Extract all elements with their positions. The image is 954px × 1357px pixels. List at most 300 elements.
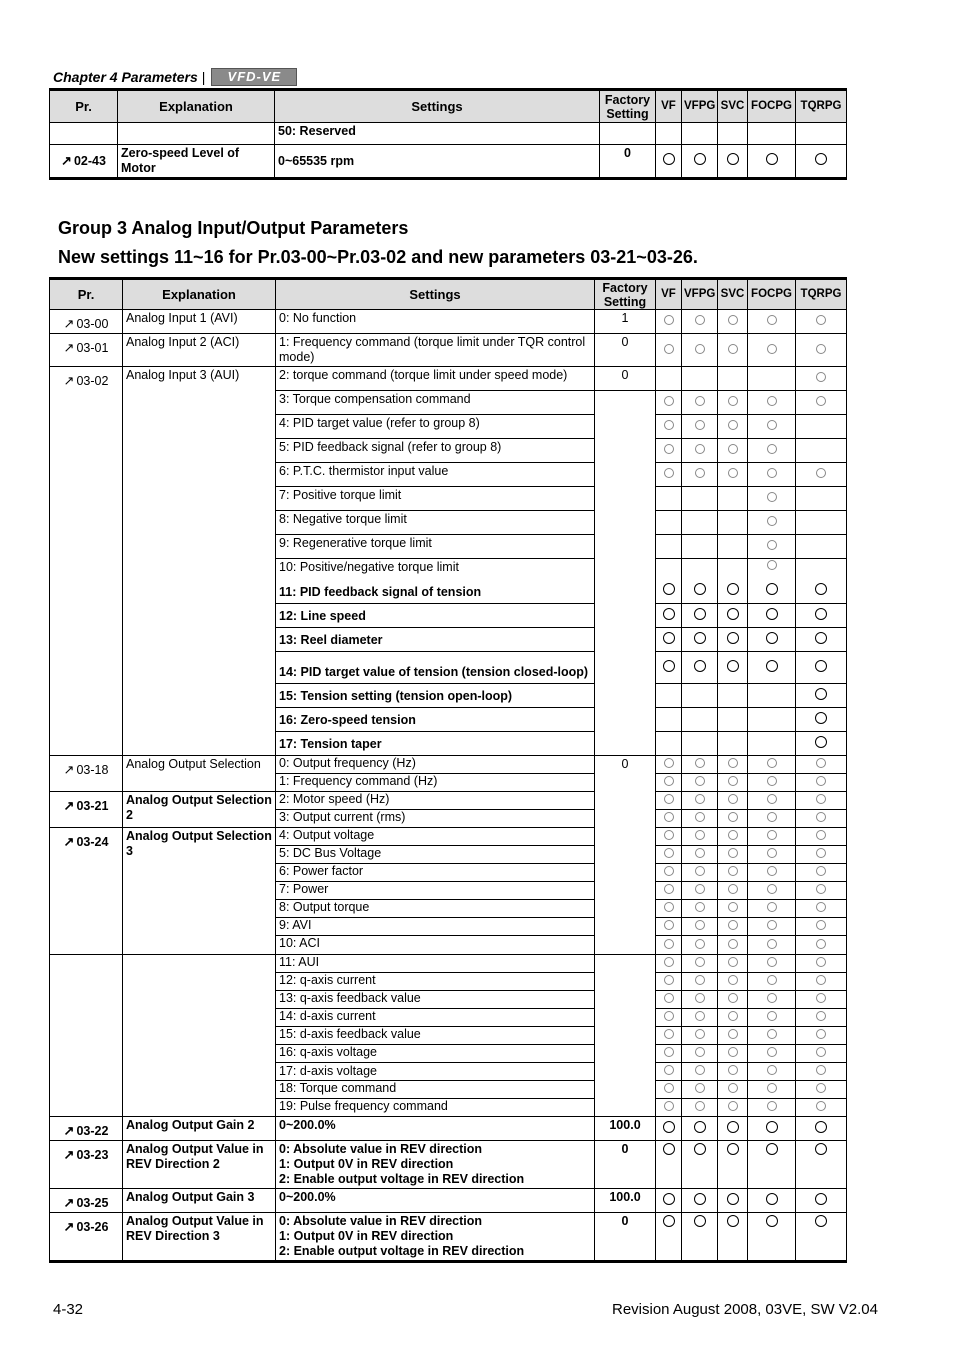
circle-icon — [766, 632, 778, 644]
write-icon: ↗ — [63, 1147, 75, 1162]
mode-cell — [748, 391, 796, 415]
circle-icon — [664, 993, 674, 1003]
table-row — [50, 367, 847, 391]
circle-icon — [816, 957, 826, 967]
setting-cell: 6: P.T.C. thermistor input value — [276, 463, 595, 487]
circle-icon — [766, 1143, 778, 1155]
mode-cell — [656, 918, 682, 936]
circle-icon — [767, 396, 777, 406]
mode-cell — [656, 391, 682, 415]
mode-cell — [748, 1189, 796, 1213]
setting-cell: 4: PID target value (refer to group 8) — [276, 415, 595, 439]
mode-cell — [748, 774, 796, 792]
factory-cell: 0 — [595, 756, 656, 955]
setting-cell: 11: AUI — [276, 955, 595, 973]
circle-icon — [815, 608, 827, 620]
circle-icon — [695, 344, 705, 354]
write-icon: ↗ — [63, 340, 75, 355]
circle-icon — [766, 1193, 778, 1205]
col-factory-setting: Factory Setting — [600, 90, 656, 123]
mode-cell — [748, 708, 796, 732]
mode-cell — [796, 1099, 847, 1117]
circle-icon — [728, 939, 738, 949]
circle-icon — [767, 1065, 777, 1075]
mode-cell — [656, 828, 682, 846]
setting-cell: 9: Regenerative torque limit — [276, 535, 595, 559]
mode-cell — [748, 900, 796, 918]
write-icon: ↗ — [63, 834, 75, 849]
mode-cell — [718, 334, 748, 367]
circle-icon — [727, 660, 739, 672]
mode-cell — [796, 604, 847, 628]
mode-cell — [718, 774, 748, 792]
factory-cell: 100.0 — [595, 1117, 656, 1141]
mode-cell — [748, 463, 796, 487]
mode-cell — [656, 463, 682, 487]
setting-cell: 14: d-axis current — [276, 1009, 595, 1027]
circle-icon — [728, 920, 738, 930]
circle-icon — [695, 396, 705, 406]
circle-icon — [664, 975, 674, 985]
circle-icon — [766, 153, 778, 165]
mode-cell — [656, 415, 682, 439]
circle-icon — [767, 848, 777, 858]
circle-icon — [664, 866, 674, 876]
mode-cell — [682, 1117, 718, 1141]
mode-cell — [796, 955, 847, 973]
setting-cell: 18: Torque command — [276, 1081, 595, 1099]
param-number-cell — [50, 1189, 123, 1213]
mode-cell — [682, 463, 718, 487]
mode-cell — [796, 463, 847, 487]
circle-icon — [767, 492, 777, 502]
circle-icon — [664, 1083, 674, 1093]
circle-icon — [727, 153, 739, 165]
param-number: 03-25 — [76, 1196, 109, 1210]
mode-cell — [682, 1081, 718, 1099]
setting-line: 1: Output 0V in REV direction — [279, 1229, 454, 1243]
empty-cell — [123, 955, 276, 1117]
mode-cell — [718, 756, 748, 774]
mode-cell — [718, 1027, 748, 1045]
circle-icon — [664, 1101, 674, 1111]
setting-cell: 0~200.0% — [276, 1189, 595, 1213]
circle-icon — [664, 957, 674, 967]
mode-cell — [656, 955, 682, 973]
circle-icon — [815, 1121, 827, 1133]
param-number: 03-26 — [76, 1220, 109, 1234]
mode-cell — [718, 810, 748, 828]
circle-icon — [816, 396, 826, 406]
circle-icon — [767, 516, 777, 526]
circle-icon — [767, 315, 777, 325]
circle-icon — [816, 1083, 826, 1093]
circle-icon — [815, 1143, 827, 1155]
mode-cell — [682, 367, 718, 391]
circle-icon — [694, 1143, 706, 1155]
circle-icon — [767, 444, 777, 454]
circle-icon — [728, 468, 738, 478]
setting-cell: 5: PID feedback signal (refer to group 8) — [276, 439, 595, 463]
mode-cell — [796, 1027, 847, 1045]
circle-icon — [694, 1215, 706, 1227]
circle-icon — [728, 866, 738, 876]
mode-cell — [656, 1045, 682, 1063]
explanation-cell: Analog Output Value in REV Direction 3 — [123, 1213, 276, 1262]
mode-cell — [656, 973, 682, 991]
circle-icon — [816, 1011, 826, 1021]
mode-cell — [682, 918, 718, 936]
setting-cell: 12: Line speed — [276, 604, 595, 628]
mode-cell — [656, 991, 682, 1009]
mode-cell — [718, 535, 748, 559]
circle-icon — [767, 866, 777, 876]
circle-icon — [695, 758, 705, 768]
col-svc: SVC — [718, 279, 748, 310]
col-vfpg: VFPG — [682, 279, 718, 310]
param-number: 02-43 — [73, 154, 106, 168]
mode-cell — [656, 652, 682, 684]
circle-icon — [695, 920, 705, 930]
setting-line: 2: Enable output voltage in REV direction — [279, 1244, 525, 1258]
mode-cell — [718, 628, 748, 652]
mode-cell — [682, 936, 718, 955]
write-icon: ↗ — [63, 1219, 75, 1234]
table-row — [50, 1213, 847, 1262]
circle-icon — [728, 776, 738, 786]
mode-cell — [748, 973, 796, 991]
mode-cell — [718, 936, 748, 955]
circle-icon — [767, 993, 777, 1003]
mode-cell — [796, 535, 847, 559]
setting-cell: 0~200.0% — [276, 1117, 595, 1141]
circle-icon — [815, 736, 827, 748]
mode-cell — [748, 955, 796, 973]
table-row — [50, 955, 847, 973]
mode-cell — [656, 792, 682, 810]
circle-icon — [727, 1215, 739, 1227]
setting-cell: 3: Output current (rms) — [276, 810, 595, 828]
circle-icon — [727, 1193, 739, 1205]
circle-icon — [695, 1065, 705, 1075]
param-number-cell — [50, 1141, 123, 1189]
empty-cell — [50, 955, 123, 1117]
col-tqrpg: TQRPG — [796, 279, 847, 310]
mode-cell — [718, 918, 748, 936]
circle-icon — [694, 608, 706, 620]
circle-icon — [728, 993, 738, 1003]
mode-cell — [718, 1009, 748, 1027]
circle-icon — [728, 812, 738, 822]
setting-cell: 0~65535 rpm — [275, 145, 600, 179]
setting-line: 1: Output 0V in REV direction — [279, 1157, 454, 1171]
mode-cell — [796, 1081, 847, 1099]
setting-cell: 15: Tension setting (tension open-loop) — [276, 684, 595, 708]
circle-icon — [694, 660, 706, 672]
circle-icon — [695, 1029, 705, 1039]
setting-cell: 8: Output torque — [276, 900, 595, 918]
param-number: 03-23 — [76, 1148, 109, 1162]
mode-cell — [748, 846, 796, 864]
setting-cell: 50: Reserved — [275, 123, 600, 145]
setting-cell: 0: Output frequency (Hz) — [276, 756, 595, 774]
mode-cell — [748, 810, 796, 828]
setting-cell: 14: PID target value of tension (tension closed-loop) — [276, 652, 595, 684]
circle-icon — [767, 560, 777, 570]
section-title: Group 3 Analog Input/Output Parameters — [58, 218, 409, 238]
mode-cell — [682, 991, 718, 1009]
circle-icon — [816, 1029, 826, 1039]
mode-cell — [656, 1189, 682, 1213]
mode-cell — [796, 1045, 847, 1063]
mode-cell — [718, 955, 748, 973]
mode-cell — [718, 708, 748, 732]
param-number-cell — [50, 334, 123, 367]
mode-cell — [796, 652, 847, 684]
mode-cell — [682, 1213, 718, 1262]
col-vf: VF — [656, 90, 682, 123]
circle-icon — [767, 1047, 777, 1057]
circle-icon — [728, 975, 738, 985]
mode-cell — [682, 559, 718, 604]
mode-cell — [748, 535, 796, 559]
circle-icon — [766, 583, 778, 595]
mode-cell — [682, 415, 718, 439]
col-vfpg: VFPG — [682, 90, 718, 123]
table-row — [50, 310, 847, 334]
mode-cell — [682, 439, 718, 463]
write-icon: ↗ — [63, 1123, 75, 1138]
mode-cell — [718, 973, 748, 991]
mode-cell — [682, 973, 718, 991]
circle-icon — [695, 866, 705, 876]
circle-icon — [664, 884, 674, 894]
setting-cell: 9: AVI — [276, 918, 595, 936]
circle-icon — [695, 1011, 705, 1021]
setting-cell: 1: Frequency command (torque limit under TQR control mode) — [276, 334, 595, 367]
circle-icon — [728, 315, 738, 325]
circle-icon — [816, 848, 826, 858]
table-row — [50, 145, 847, 179]
mode-cell — [656, 1141, 682, 1189]
table-row — [50, 1189, 847, 1213]
setting-cell: 13: q-axis feedback value — [276, 991, 595, 1009]
circle-icon — [728, 848, 738, 858]
explanation-cell: Analog Output Gain 2 — [123, 1117, 276, 1141]
circle-icon — [816, 830, 826, 840]
param-number-cell — [50, 310, 123, 334]
explanation-cell: Analog Output Selection 2 — [123, 792, 276, 828]
circle-icon — [728, 1029, 738, 1039]
setting-line: 2: Enable output voltage in REV direction — [279, 1172, 525, 1186]
mode-cell — [796, 774, 847, 792]
setting-cell: 7: Positive torque limit — [276, 487, 595, 511]
setting-cell: 15: d-axis feedback value — [276, 1027, 595, 1045]
circle-icon — [664, 848, 674, 858]
circle-icon — [727, 583, 739, 595]
mode-cell — [656, 487, 682, 511]
mode-cell — [796, 936, 847, 955]
mode-cell — [748, 367, 796, 391]
table-header-row — [50, 279, 847, 310]
mode-cell — [748, 604, 796, 628]
circle-icon — [664, 830, 674, 840]
mode-cell — [796, 756, 847, 774]
circle-icon — [728, 902, 738, 912]
explanation-cell: Analog Output Value in REV Direction 2 — [123, 1141, 276, 1189]
mode-cell — [796, 973, 847, 991]
circle-icon — [728, 957, 738, 967]
param-number-cell — [50, 828, 123, 955]
mode-cell — [656, 900, 682, 918]
circle-icon — [664, 344, 674, 354]
mode-cell — [656, 1099, 682, 1117]
circle-icon — [767, 830, 777, 840]
mode-cell — [718, 1045, 748, 1063]
setting-line: 10: Positive/negative torque limit — [279, 560, 459, 574]
mode-cell — [682, 1063, 718, 1081]
mode-cell — [796, 1009, 847, 1027]
table-row — [50, 828, 847, 846]
mode-cell — [656, 846, 682, 864]
mode-cell — [682, 628, 718, 652]
mode-cell — [796, 846, 847, 864]
circle-icon — [728, 1083, 738, 1093]
mode-cell — [682, 487, 718, 511]
mode-cell — [748, 828, 796, 846]
circle-icon — [767, 884, 777, 894]
table-row — [50, 1117, 847, 1141]
revision-info: Revision August 2008, 03VE, SW V2.04 — [612, 1301, 878, 1318]
param-number-cell — [50, 792, 123, 828]
vfd-ve-logo: VFD-VE — [211, 68, 297, 86]
circle-icon — [663, 1121, 675, 1133]
mode-cell — [748, 1117, 796, 1141]
circle-icon — [728, 396, 738, 406]
mode-cell — [656, 1009, 682, 1027]
mode-cell — [656, 559, 682, 604]
table-row — [50, 792, 847, 810]
mode-cell — [748, 559, 796, 604]
circle-icon — [664, 902, 674, 912]
mode-cell — [718, 415, 748, 439]
circle-icon — [728, 1101, 738, 1111]
factory-cell: 0 — [595, 367, 656, 391]
setting-cell: 0: No function — [276, 310, 595, 334]
mode-cell — [796, 792, 847, 810]
mode-cell — [718, 1099, 748, 1117]
col-svc: SVC — [718, 90, 748, 123]
circle-icon — [767, 1101, 777, 1111]
circle-icon — [816, 866, 826, 876]
mode-cell — [748, 415, 796, 439]
param-number-cell — [50, 367, 123, 756]
param-number-cell — [50, 1117, 123, 1141]
mode-cell — [718, 559, 748, 604]
mode-cell — [682, 1099, 718, 1117]
circle-icon — [663, 1143, 675, 1155]
mode-cell — [682, 955, 718, 973]
mode-cell — [682, 511, 718, 535]
setting-cell: 6: Power factor — [276, 864, 595, 882]
mode-cell — [656, 810, 682, 828]
col-tqrpg: TQRPG — [796, 90, 847, 123]
setting-cell: 16: Zero-speed tension — [276, 708, 595, 732]
mode-cell — [682, 810, 718, 828]
mode-cell — [682, 774, 718, 792]
circle-icon — [695, 939, 705, 949]
circle-icon — [815, 153, 827, 165]
circle-icon — [728, 1011, 738, 1021]
circle-icon — [767, 468, 777, 478]
col-focpg: FOCPG — [748, 279, 796, 310]
circle-icon — [767, 540, 777, 550]
mode-cell — [682, 792, 718, 810]
setting-line: 17: d-axis voltage — [279, 1064, 377, 1078]
circle-icon — [767, 920, 777, 930]
mode-cell — [718, 511, 748, 535]
circle-icon — [728, 444, 738, 454]
mode-cell — [718, 1081, 748, 1099]
mode-cell — [718, 463, 748, 487]
circle-icon — [767, 939, 777, 949]
mode-cell — [682, 310, 718, 334]
param-number: 03-02 — [76, 374, 109, 388]
mode-cell — [682, 828, 718, 846]
mode-cell — [682, 604, 718, 628]
circle-icon — [816, 920, 826, 930]
mode-cell — [682, 334, 718, 367]
setting-line: 0: Absolute value in REV direction — [279, 1142, 483, 1156]
circle-icon — [815, 712, 827, 724]
mode-cell — [748, 1045, 796, 1063]
mode-cell — [656, 1213, 682, 1262]
mode-cell — [748, 439, 796, 463]
mode-cell — [796, 882, 847, 900]
factory-cell — [595, 955, 656, 1117]
factory-cell: 0 — [595, 1213, 656, 1262]
mode-cell — [796, 828, 847, 846]
page-number: 4-32 — [53, 1301, 84, 1318]
circle-icon — [663, 583, 675, 595]
mode-cell — [748, 310, 796, 334]
param-number: 03-18 — [76, 763, 109, 777]
circle-icon — [816, 758, 826, 768]
mode-cell — [796, 810, 847, 828]
mode-cell — [748, 487, 796, 511]
mode-cell — [796, 864, 847, 882]
setting-line: 0: Absolute value in REV direction — [279, 1214, 483, 1228]
circle-icon — [815, 583, 827, 595]
circle-icon — [663, 608, 675, 620]
circle-icon — [694, 632, 706, 644]
param-number: 03-22 — [76, 1124, 109, 1138]
circle-icon — [694, 153, 706, 165]
setting-cell: 5: DC Bus Voltage — [276, 846, 595, 864]
circle-icon — [694, 583, 706, 595]
mode-cell — [748, 882, 796, 900]
mode-cell — [682, 732, 718, 756]
mode-cell — [656, 708, 682, 732]
circle-icon — [695, 1047, 705, 1057]
setting-cell: 16: q-axis voltage — [276, 1045, 595, 1063]
write-icon: ↗ — [63, 798, 75, 813]
circle-icon — [815, 660, 827, 672]
setting-cell — [276, 1063, 595, 1081]
circle-icon — [694, 1193, 706, 1205]
circle-icon — [816, 939, 826, 949]
write-icon: ↗ — [63, 762, 75, 777]
